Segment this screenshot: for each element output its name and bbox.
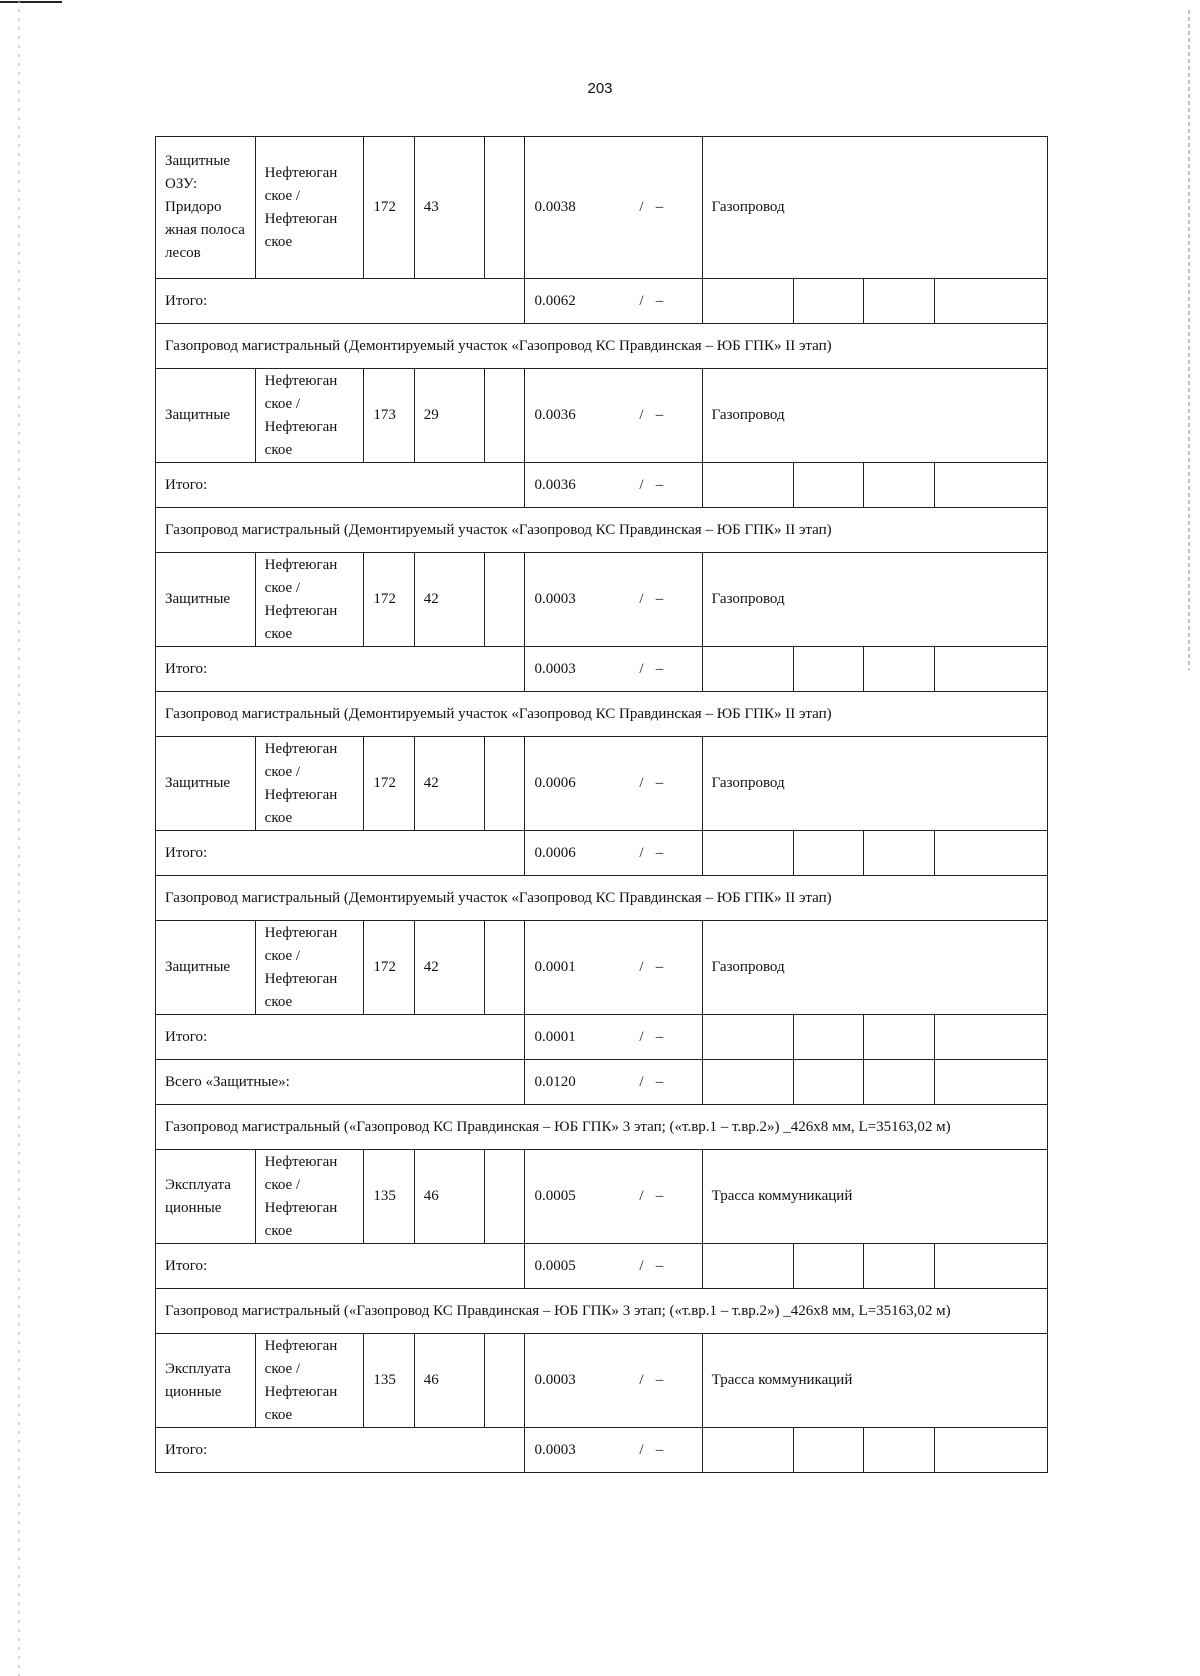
area-cell <box>525 553 702 647</box>
extra-cell <box>485 737 525 831</box>
scan-edge-left <box>18 0 20 1676</box>
area-cell <box>525 647 702 692</box>
extra-cell <box>485 1150 525 1244</box>
empty-cell <box>935 647 1048 692</box>
area-cell <box>525 1060 702 1105</box>
section-title-row <box>156 324 1048 369</box>
total-row <box>156 1060 1048 1105</box>
total-label: Итого: <box>156 831 525 876</box>
area-secondary-value: – <box>655 476 664 493</box>
empty-cell <box>863 647 934 692</box>
area-separator: / <box>639 292 644 309</box>
area-value: 0.0038 <box>534 199 576 215</box>
table-row <box>156 737 1048 831</box>
area-secondary-value: – <box>655 1188 664 1204</box>
area-secondary-value: – <box>655 1257 664 1274</box>
area-separator: / <box>639 591 644 607</box>
total-row <box>156 1015 1048 1060</box>
area-separator: / <box>639 199 644 215</box>
area-value: 0.0006 <box>534 844 576 861</box>
empty-cell <box>794 1060 863 1105</box>
purpose-cell: Трасса коммуникаций <box>702 1150 1047 1244</box>
empty-cell <box>935 463 1048 508</box>
total-row <box>156 1244 1048 1289</box>
empty-cell <box>863 1244 934 1289</box>
empty-cell <box>935 1015 1048 1060</box>
category-cell: Защитные <box>156 921 256 1015</box>
empty-cell <box>702 463 794 508</box>
table-row <box>156 137 1048 279</box>
scan-edge-right <box>1188 10 1190 670</box>
empty-cell <box>794 279 863 324</box>
purpose-cell: Газопровод <box>702 369 1047 463</box>
section-title: Газопровод магистральный («Газопровод КС Правдинская – ЮБ ГПК» 3 этап; («т.вр.1 – т.вр.2») _426х8 мм, L=35163,02 м) <box>156 1289 1048 1334</box>
section-number-cell: 43 <box>414 137 484 279</box>
section-number-cell: 42 <box>414 737 484 831</box>
area-secondary-value: – <box>655 1028 664 1045</box>
section-number-cell: 42 <box>414 921 484 1015</box>
empty-cell <box>794 647 863 692</box>
area-separator: / <box>639 660 644 677</box>
section-title: Газопровод магистральный (Демонтируемый участок «Газопровод КС Правдинская – ЮБ ГПК» II этап) <box>156 876 1048 921</box>
total-label: Итого: <box>156 1428 525 1473</box>
area-secondary-value: – <box>655 1073 664 1090</box>
area-separator: / <box>639 1028 644 1045</box>
category-cell: Эксплуата ционные <box>156 1150 256 1244</box>
area-separator: / <box>639 407 644 423</box>
area-separator: / <box>639 1441 644 1458</box>
area-value: 0.0003 <box>534 591 576 607</box>
category-cell: Эксплуата ционные <box>156 1334 256 1428</box>
empty-cell <box>863 831 934 876</box>
total-row <box>156 647 1048 692</box>
section-number-cell: 46 <box>414 1334 484 1428</box>
area-separator: / <box>639 1372 644 1388</box>
empty-cell <box>863 1428 934 1473</box>
total-label: Всего «Защитные»: <box>156 1060 525 1105</box>
section-title-row <box>156 876 1048 921</box>
section-title-row <box>156 692 1048 737</box>
forestry-cell: Нефтеюган ское / Нефтеюган ское <box>255 137 364 279</box>
extra-cell <box>485 137 525 279</box>
table-row <box>156 369 1048 463</box>
area-value: 0.0005 <box>534 1188 576 1204</box>
area-value: 0.0062 <box>534 292 576 309</box>
area-cell <box>525 279 702 324</box>
area-separator: / <box>639 1257 644 1274</box>
empty-cell <box>863 1060 934 1105</box>
area-value: 0.0005 <box>534 1257 576 1274</box>
total-label: Итого: <box>156 647 525 692</box>
area-value: 0.0006 <box>534 775 576 791</box>
empty-cell <box>702 279 794 324</box>
area-value: 0.0120 <box>534 1073 576 1090</box>
area-secondary-value: – <box>655 1372 664 1388</box>
area-cell <box>525 1244 702 1289</box>
empty-cell <box>702 1244 794 1289</box>
quarter-cell: 173 <box>364 369 414 463</box>
purpose-cell: Трасса коммуникаций <box>702 1334 1047 1428</box>
area-cell <box>525 137 702 279</box>
area-cell <box>525 921 702 1015</box>
area-secondary-value: – <box>655 660 664 677</box>
area-value: 0.0003 <box>534 1441 576 1458</box>
empty-cell <box>794 1015 863 1060</box>
page-number: 203 <box>587 80 613 97</box>
section-title: Газопровод магистральный (Демонтируемый участок «Газопровод КС Правдинская – ЮБ ГПК» II этап) <box>156 508 1048 553</box>
empty-cell <box>863 463 934 508</box>
empty-cell <box>702 831 794 876</box>
empty-cell <box>702 647 794 692</box>
area-separator: / <box>639 775 644 791</box>
extra-cell <box>485 369 525 463</box>
section-title-row <box>156 508 1048 553</box>
area-secondary-value: – <box>655 1441 664 1458</box>
area-secondary-value: – <box>655 959 664 975</box>
quarter-cell: 135 <box>364 1150 414 1244</box>
total-label: Итого: <box>156 1015 525 1060</box>
empty-cell <box>794 1244 863 1289</box>
area-separator: / <box>639 959 644 975</box>
empty-cell <box>863 279 934 324</box>
section-title-row <box>156 1105 1048 1150</box>
table-row <box>156 921 1048 1015</box>
area-cell <box>525 463 702 508</box>
extra-cell <box>485 553 525 647</box>
area-separator: / <box>639 1188 644 1204</box>
table-row <box>156 1150 1048 1244</box>
area-separator: / <box>639 476 644 493</box>
empty-cell <box>702 1428 794 1473</box>
empty-cell <box>794 831 863 876</box>
category-cell: Защитные <box>156 369 256 463</box>
total-row <box>156 831 1048 876</box>
empty-cell <box>863 1015 934 1060</box>
total-row <box>156 1428 1048 1473</box>
area-secondary-value: – <box>655 292 664 309</box>
area-secondary-value: – <box>655 775 664 791</box>
section-title: Газопровод магистральный (Демонтируемый участок «Газопровод КС Правдинская – ЮБ ГПК» II этап) <box>156 692 1048 737</box>
empty-cell <box>935 1060 1048 1105</box>
forestry-cell: Нефтеюган ское / Нефтеюган ское <box>255 737 364 831</box>
extra-cell <box>485 1334 525 1428</box>
section-number-cell: 46 <box>414 1150 484 1244</box>
empty-cell <box>935 1244 1048 1289</box>
section-number-cell: 29 <box>414 369 484 463</box>
empty-cell <box>794 1428 863 1473</box>
quarter-cell: 172 <box>364 921 414 1015</box>
area-secondary-value: – <box>655 844 664 861</box>
scan-corner-mark <box>0 1 62 3</box>
area-cell <box>525 1150 702 1244</box>
area-value: 0.0003 <box>534 660 576 677</box>
land-plots-table <box>155 136 1048 1473</box>
category-cell: Защитные ОЗУ: Придоро жная полоса лесов <box>156 137 256 279</box>
quarter-cell: 135 <box>364 1334 414 1428</box>
forestry-cell: Нефтеюган ское / Нефтеюган ское <box>255 1334 364 1428</box>
area-cell <box>525 737 702 831</box>
area-secondary-value: – <box>655 591 664 607</box>
area-separator: / <box>639 1073 644 1090</box>
table-row <box>156 1334 1048 1428</box>
purpose-cell: Газопровод <box>702 737 1047 831</box>
area-value: 0.0003 <box>534 1372 576 1388</box>
table-row <box>156 553 1048 647</box>
area-cell <box>525 1428 702 1473</box>
area-cell <box>525 831 702 876</box>
area-value: 0.0001 <box>534 959 576 975</box>
quarter-cell: 172 <box>364 137 414 279</box>
empty-cell <box>935 279 1048 324</box>
section-title: Газопровод магистральный («Газопровод КС Правдинская – ЮБ ГПК» 3 этап; («т.вр.1 – т.вр.2») _426х8 мм, L=35163,02 м) <box>156 1105 1048 1150</box>
area-cell <box>525 1334 702 1428</box>
total-row <box>156 279 1048 324</box>
area-value: 0.0001 <box>534 1028 576 1045</box>
category-cell: Защитные <box>156 553 256 647</box>
area-secondary-value: – <box>655 407 664 423</box>
quarter-cell: 172 <box>364 553 414 647</box>
quarter-cell: 172 <box>364 737 414 831</box>
total-row <box>156 463 1048 508</box>
area-cell <box>525 369 702 463</box>
empty-cell <box>935 1428 1048 1473</box>
area-secondary-value: – <box>655 199 664 215</box>
section-title-row <box>156 1289 1048 1334</box>
purpose-cell: Газопровод <box>702 137 1047 279</box>
category-cell: Защитные <box>156 737 256 831</box>
purpose-cell: Газопровод <box>702 921 1047 1015</box>
extra-cell <box>485 921 525 1015</box>
section-number-cell: 42 <box>414 553 484 647</box>
empty-cell <box>935 831 1048 876</box>
forestry-cell: Нефтеюган ское / Нефтеюган ское <box>255 553 364 647</box>
total-label: Итого: <box>156 463 525 508</box>
total-label: Итого: <box>156 1244 525 1289</box>
empty-cell <box>702 1060 794 1105</box>
empty-cell <box>702 1015 794 1060</box>
forestry-cell: Нефтеюган ское / Нефтеюган ское <box>255 369 364 463</box>
forestry-cell: Нефтеюган ское / Нефтеюган ское <box>255 1150 364 1244</box>
purpose-cell: Газопровод <box>702 553 1047 647</box>
area-cell <box>525 1015 702 1060</box>
area-value: 0.0036 <box>534 407 576 423</box>
area-separator: / <box>639 844 644 861</box>
empty-cell <box>794 463 863 508</box>
section-title: Газопровод магистральный (Демонтируемый участок «Газопровод КС Правдинская – ЮБ ГПК» II этап) <box>156 324 1048 369</box>
forestry-cell: Нефтеюган ское / Нефтеюган ское <box>255 921 364 1015</box>
area-value: 0.0036 <box>534 476 576 493</box>
total-label: Итого: <box>156 279 525 324</box>
